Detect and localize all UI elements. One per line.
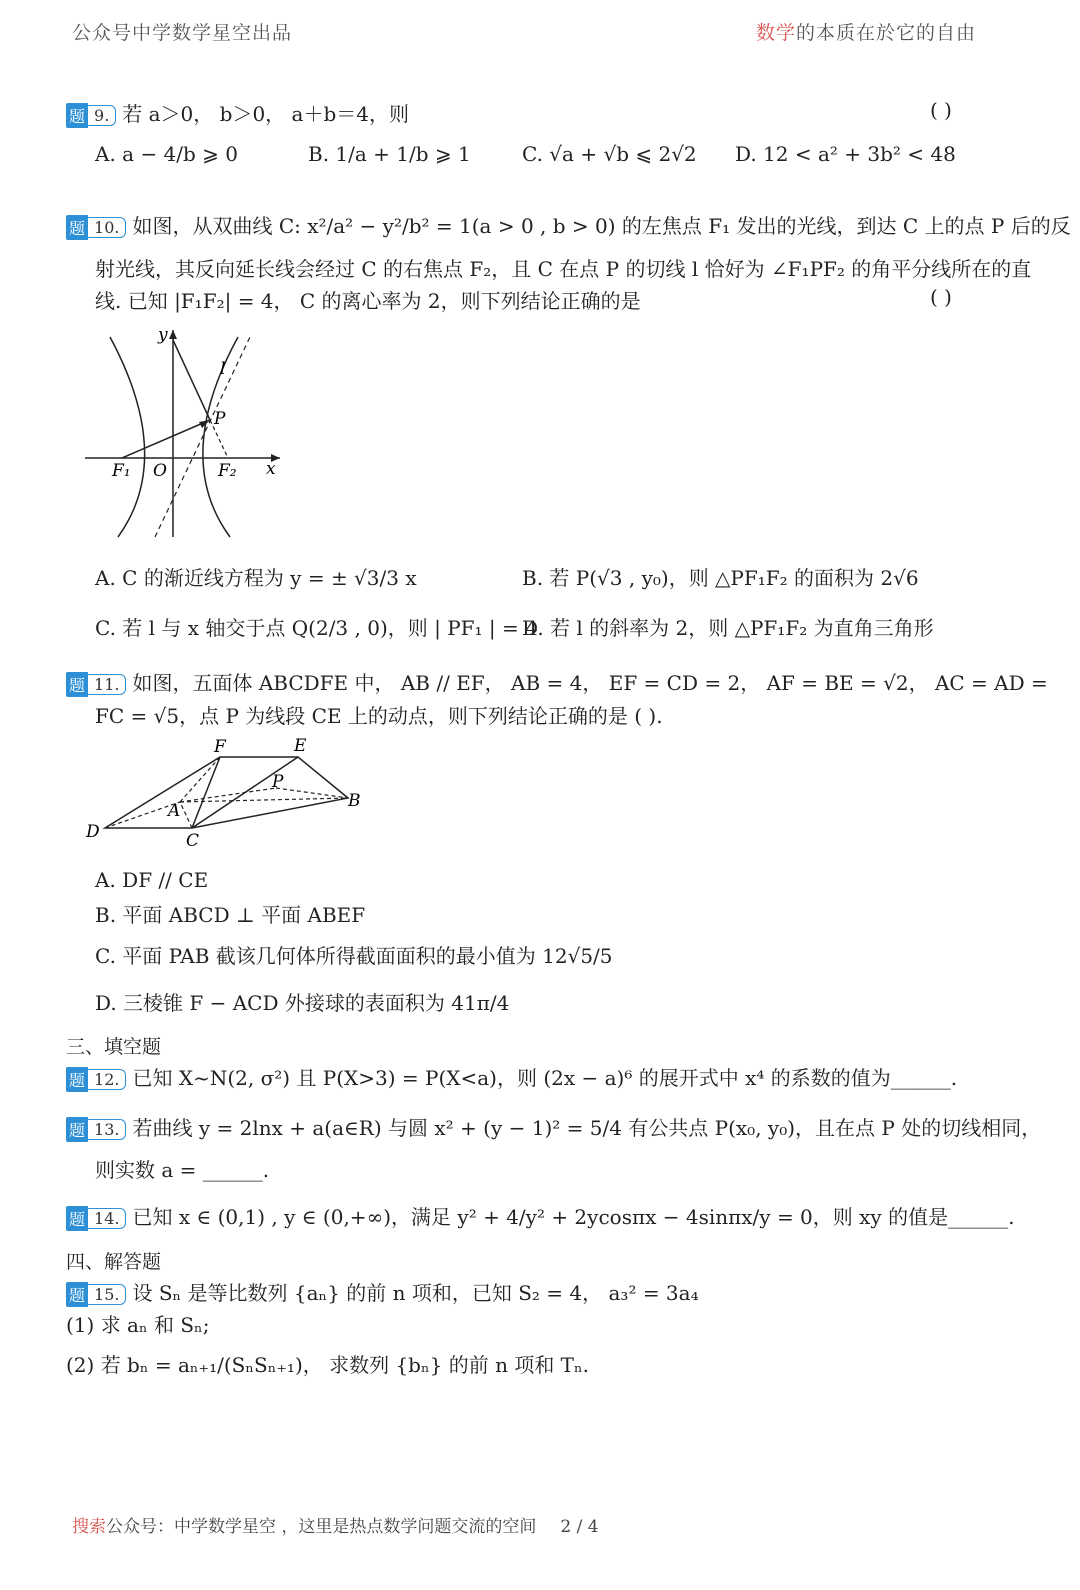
fig-label-x: x: [266, 459, 276, 479]
section-fill-in: 三、填空题: [66, 1036, 162, 1058]
q13-text-1: 若曲线 y = 2lnx + a(a∈R) 与圆 x² + (y − 1)² = 5/4 有公共点 P(x₀, y₀)，且在点 P 处的切线相同，: [132, 1116, 1042, 1140]
fig-label-p: P: [272, 772, 284, 792]
page-number: 2 / 4: [560, 1517, 599, 1537]
header-rest: 的本质在於它的自由: [795, 22, 976, 44]
q11-line1: [66, 667, 1048, 697]
pentahedron-figure: [80, 732, 380, 850]
footer-text: 公众号：中学数学星空 ，这里是热点数学问题交流的空间: [106, 1517, 537, 1537]
q10-option-b: B. 若 P(√3 , y₀)，则 △PF₁F₂ 的面积为 2√6: [522, 566, 919, 590]
fig-label-f2: F₂: [218, 461, 237, 481]
q12-text: 已知 X~N(2, σ²) 且 P(X>3) = P(X<a)，则 (2x − a)⁶ 的展开式中 x⁴ 的系数的值为______.: [132, 1066, 958, 1090]
q9-option-d: D. 12 < a² + 3b² < 48: [735, 142, 956, 166]
q10-option-c: C. 若 l 与 x 轴交于点 Q(2/3 , 0)，则 | PF₁ | = 4: [95, 616, 538, 640]
fig-label-f1: F₁: [112, 461, 131, 481]
q10-line3: 线. 已知 |F₁F₂| = 4， C 的离心率为 2，则下列结论正确的是: [95, 289, 641, 313]
q11-option-d: D. 三棱锥 F − ACD 外接球的表面积为 41π/4: [95, 991, 510, 1015]
header-red: 数学: [755, 22, 796, 44]
q15-sub1: (1) 求 aₙ 和 Sₙ;: [66, 1313, 210, 1337]
fig-label-e: E: [294, 736, 307, 756]
q12-line: [66, 1062, 957, 1092]
question-tag: 题 9.: [66, 103, 116, 128]
header-right: [756, 18, 976, 45]
q15-sub2: (2) 若 bₙ = aₙ₊₁/(SₙSₙ₊₁)， 求数列 {bₙ} 的前 n 项和 Tₙ.: [66, 1353, 590, 1377]
q14-line: [66, 1201, 1014, 1231]
question-tag: 题 10.: [66, 215, 126, 240]
section-answer: 四、解答题: [66, 1251, 162, 1273]
fig-label-p: P: [214, 409, 226, 429]
hyperbola-figure: [80, 322, 290, 542]
q15-text: 设 Sₙ 是等比数列 {aₙ} 的前 n 项和，已知 S₂ = 4， a₃² = 3a₄: [132, 1281, 699, 1305]
question-tag: 题 14.: [66, 1206, 126, 1231]
q9-option-a: A. a − 4/b ⩾ 0: [95, 142, 239, 166]
q9-paren: ( ): [930, 98, 952, 122]
q13-line1: [66, 1112, 1041, 1142]
fig-label-c: C: [186, 831, 200, 850]
fig-label-d: D: [86, 822, 100, 842]
q9-option-c: C. √a + √b ⩽ 2√2: [522, 142, 697, 166]
q10-paren: ( ): [930, 285, 952, 309]
fig-label-y: y: [158, 325, 168, 345]
q10-option-a: A. C 的渐近线方程为 y = ± √3/3 x: [95, 566, 417, 590]
q15-line: [66, 1277, 699, 1307]
question-tag: 题 15.: [66, 1282, 126, 1307]
fig-label-f: F: [214, 737, 226, 757]
question-tag: 题 11.: [66, 672, 126, 697]
footer-red: 搜索: [72, 1517, 106, 1537]
q10-option-d: D. 若 l 的斜率为 2，则 △PF₁F₂ 为直角三角形: [522, 616, 934, 640]
q11-line2: FC = √5，点 P 为线段 CE 上的动点，则下列结论正确的是 ( ).: [95, 704, 663, 728]
fig-label-o: O: [153, 461, 167, 481]
header-left: 公众号中学数学星空出品: [72, 22, 293, 44]
q9-stem-line: [66, 98, 409, 128]
q14-text: 已知 x ∈ (0,1) , y ∈ (0,+∞)，满足 y² + 4/y² + 2ycosπx − 4sinπx/y = 0，则 xy 的值是______.: [132, 1205, 1015, 1229]
q9-option-b: B. 1/a + 1/b ⩾ 1: [308, 142, 471, 166]
q10-text-1: 如图，从双曲线 C: x²/a² − y²/b² = 1(a > 0 , b > 0) 的左焦点 F₁ 发出的光线，到达 C 上的点 P 后的反: [132, 214, 1071, 238]
q9-stem: 若 a＞0， b＞0， a＋b＝4，则: [122, 102, 409, 126]
fig-label-l: l: [220, 359, 226, 379]
q11-option-c: C. 平面 PAB 截该几何体所得截面面积的最小值为 12√5/5: [95, 944, 613, 968]
fig-label-a: A: [168, 801, 181, 821]
footer: [72, 1512, 599, 1537]
q11-option-a: A. DF // CE: [95, 868, 209, 892]
q10-line2: 射光线，其反向延长线会经过 C 的右焦点 F₂，且 C 在点 P 的切线 l 恰好为 ∠F₁PF₂ 的角平分线所在的直: [95, 257, 1032, 281]
question-tag: 题 13.: [66, 1117, 126, 1142]
question-tag: 题 12.: [66, 1067, 126, 1092]
q11-option-b: B. 平面 ABCD ⊥ 平面 ABEF: [95, 903, 366, 927]
q13-line2: 则实数 a = ______.: [95, 1158, 270, 1182]
q11-text-1: 如图，五面体 ABCDFE 中， AB // EF， AB = 4， EF = CD = 2， AF = BE = √2， AC = AD =: [132, 671, 1048, 695]
fig-label-b: B: [348, 791, 361, 811]
q10-line1: [66, 210, 1071, 240]
